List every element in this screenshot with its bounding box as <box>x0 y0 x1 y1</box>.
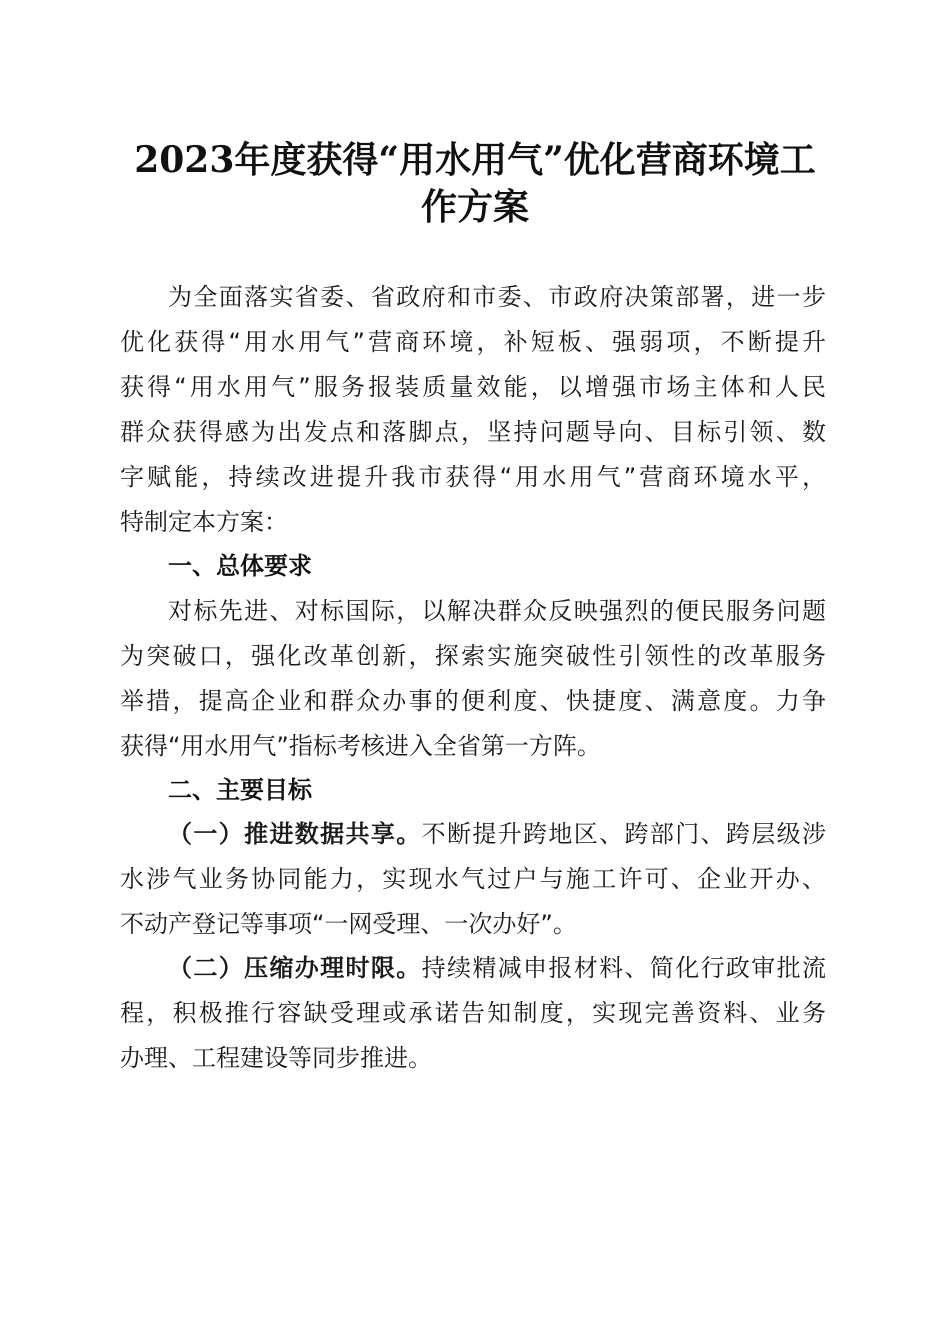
intro-line: 特制定本方案： <box>120 508 288 536</box>
item1-subheading: （一）推进数据共享。 <box>168 820 422 848</box>
section1-line: 对标先进、对标国际，以解决群众反映强烈的便民服务问题 <box>168 597 826 625</box>
section1-line: 获得“用水用气”指标考核进入全省第一方阵。 <box>120 732 601 760</box>
item1-first-line <box>168 818 826 850</box>
document-title-line-2: 作方案 <box>420 186 529 228</box>
item1-line: 水涉气业务协同能力，实现水气过户与施工许可、企业开办、 <box>120 865 826 893</box>
intro-line: 群众获得感为出发点和落脚点，坚持问题导向、目标引领、数 <box>120 418 826 446</box>
intro-line: 字赋能，持续改进提升我市获得“用水用气”营商环境水平， <box>120 463 826 491</box>
item2-first-text: 持续精减申报材料、简化行政审批流 <box>421 954 827 982</box>
section1-line: 举措，提高企业和群众办事的便利度、快捷度、满意度。力争 <box>120 687 826 715</box>
item2-subheading: （二）压缩办理时限。 <box>168 954 422 982</box>
intro-line: 获得“用水用气”服务报装质量效能，以增强市场主体和人民 <box>120 373 826 401</box>
item2-first-line <box>168 952 826 984</box>
intro-line: 为全面落实省委、省政府和市委、市政府决策部署，进一步 <box>168 283 826 311</box>
section1-line: 为突破口，强化改革创新，探索实施突破性引领性的改革服务 <box>120 642 826 670</box>
item1-first-text: 不断提升跨地区、跨部门、跨层级涉 <box>421 820 827 848</box>
section-heading-general-requirements: 一、总体要求 <box>168 552 312 580</box>
document-title-line-1: 2023年度获得“用水用气”优化营商环境工 <box>134 139 816 181</box>
item1-line: 不动产登记等事项“一网受理、一次办好”。 <box>120 910 577 938</box>
item2-line: 办理、工程建设等同步推进。 <box>120 1044 432 1072</box>
item2-line: 程，积极推行容缺受理或承诺告知制度，实现完善资料、业务 <box>120 999 826 1027</box>
intro-line: 优化获得“用水用气”营商环境，补短板、强弱项，不断提升 <box>120 328 826 356</box>
section-heading-main-goals: 二、主要目标 <box>168 776 312 804</box>
